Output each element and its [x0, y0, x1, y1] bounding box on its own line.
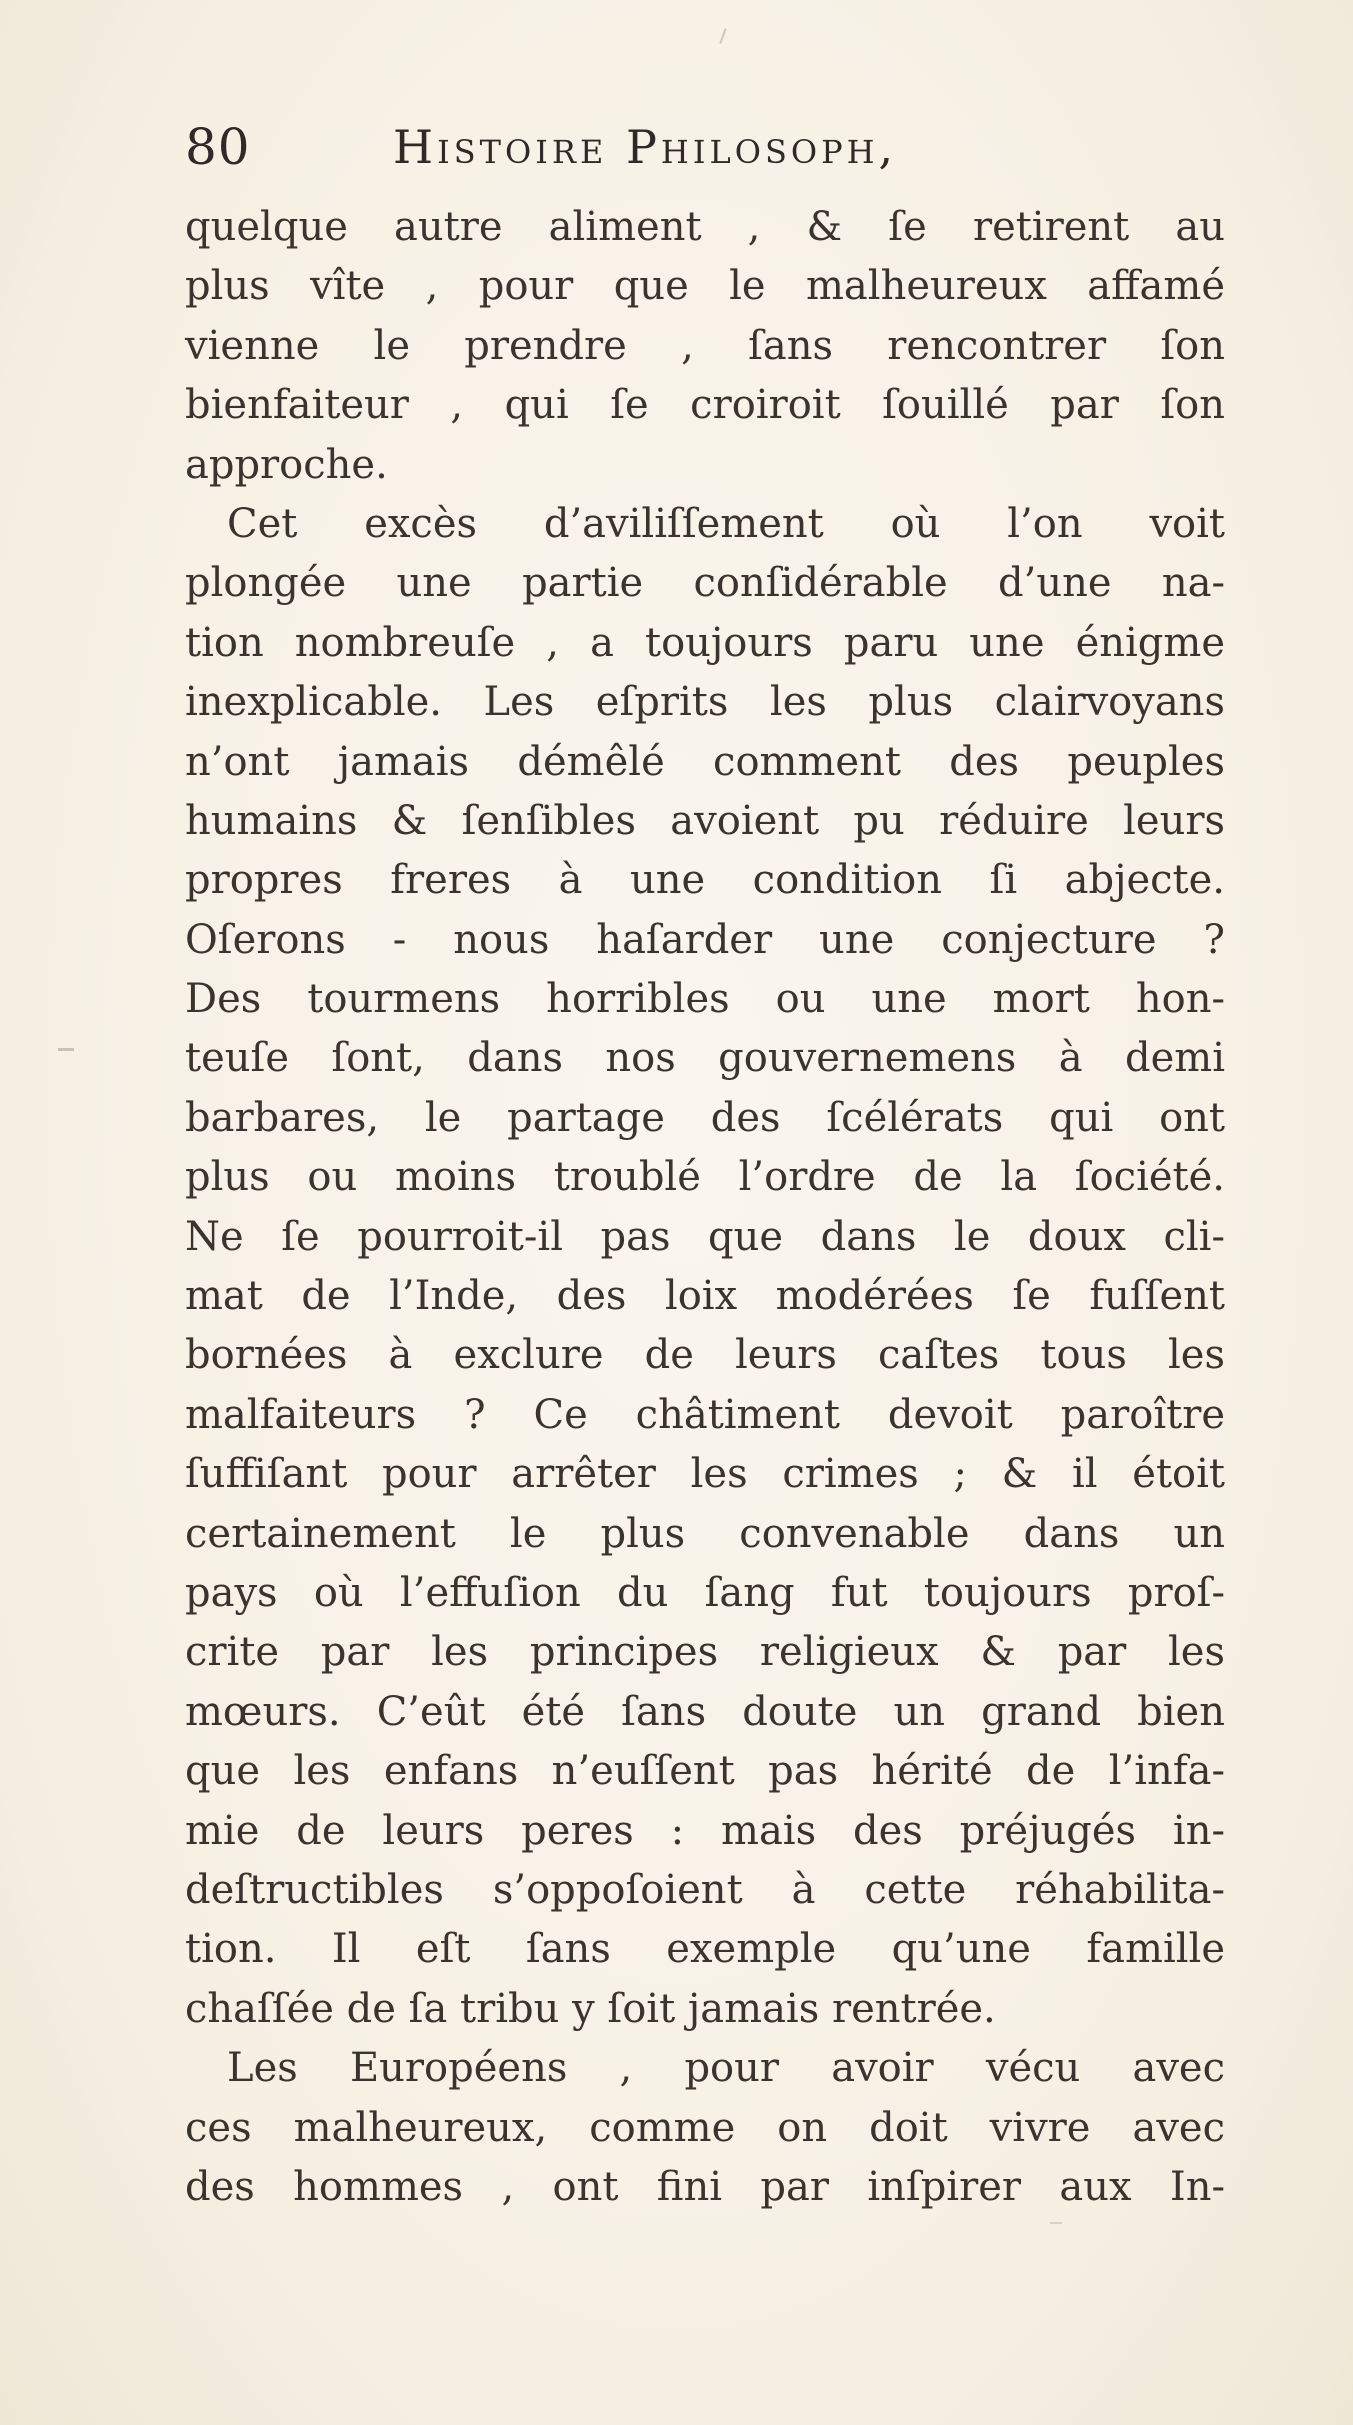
text-line: mie de leurs peres : mais des préjugés in-	[185, 1807, 1225, 1854]
body-text	[185, 198, 1225, 2217]
text-line: malfaiteurs ? Ce châtiment devoit paroître	[185, 1391, 1225, 1438]
text-line: tion. Il eſt ſans exemple qu’une famille	[185, 1926, 1225, 1973]
text-line: chaſſée de ſa tribu y ſoit jamais rentrée.	[185, 1985, 996, 2032]
text-line: propres freres à une condition ſi abjecte.	[185, 857, 1225, 904]
text-line: plus vîte , pour que le malheureux affamé	[185, 263, 1225, 310]
text-line: plus ou moins troublé l’ordre de la ſociété.	[185, 1154, 1225, 1201]
text-line: Des tourmens horribles ou une mort hon-	[185, 976, 1225, 1023]
text-line: Oſerons - nous haſarder une conjecture ?	[185, 916, 1225, 963]
text-line: vienne le prendre , ſans rencontrer ſon	[185, 322, 1225, 369]
text-line: ſuffiſant pour arrêter les crimes ; & il étoit	[185, 1451, 1225, 1498]
text-line: inexplicable. Les eſprits les plus clairvoyans	[185, 679, 1225, 726]
text-line: des hommes , ont fini par inſpirer aux In-	[185, 2163, 1225, 2210]
text-line: deſtructibles s’oppoſoient à cette réhabilita-	[185, 1866, 1225, 1913]
page-header	[185, 118, 1185, 198]
text-line: pays où l’effuſion du ſang fut toujours proſ-	[185, 1569, 1225, 1616]
text-line: que les enfans n’euſſent pas hérité de l’infa-	[185, 1748, 1225, 1795]
text-line: humains & ſenſibles avoient pu réduire leurs	[185, 797, 1225, 844]
paper-mark	[1050, 2222, 1062, 2224]
text-line: mat de l’Inde, des loix modérées ſe fuſſent	[185, 1273, 1225, 1320]
text-line: quelque autre aliment , & ſe retirent au	[185, 204, 1225, 250]
text-line: Cet excès d’aviliſſement où l’on voit	[227, 500, 1225, 547]
text-line: tion nombreuſe , a toujours paru une énigme	[185, 619, 1225, 666]
text-line: Les Européens , pour avoir vécu avec	[227, 2045, 1225, 2092]
text-line: n’ont jamais démêlé comment des peuples	[185, 738, 1225, 785]
running-title: Histoire Philosoph,	[393, 120, 898, 174]
paper-mark	[719, 28, 726, 44]
text-line: bornées à exclure de leurs caſtes tous les	[185, 1332, 1225, 1379]
text-line: Ne ſe pourroit-il pas que dans le doux cli-	[185, 1213, 1225, 1260]
page-number: 80	[185, 118, 251, 176]
text-line: ces malheureux, comme on doit vivre avec	[185, 2104, 1225, 2151]
text-line: mœurs. C’eût été ſans doute un grand bien	[185, 1688, 1225, 1735]
text-line: crite par les principes religieux & par les	[185, 1629, 1225, 1676]
text-line: plongée une partie conſidérable d’une na-	[185, 560, 1225, 607]
text-line: approche.	[185, 441, 388, 488]
text-line: certainement le plus convenable dans un	[185, 1510, 1225, 1557]
margin-mark	[58, 1048, 74, 1051]
text-line: teuſe ſont, dans nos gouvernemens à demi	[185, 1035, 1225, 1082]
text-line: bienfaiteur , qui ſe croiroit ſouillé par ſon	[185, 382, 1225, 429]
text-line: barbares, le partage des ſcélérats qui ont	[185, 1094, 1225, 1141]
